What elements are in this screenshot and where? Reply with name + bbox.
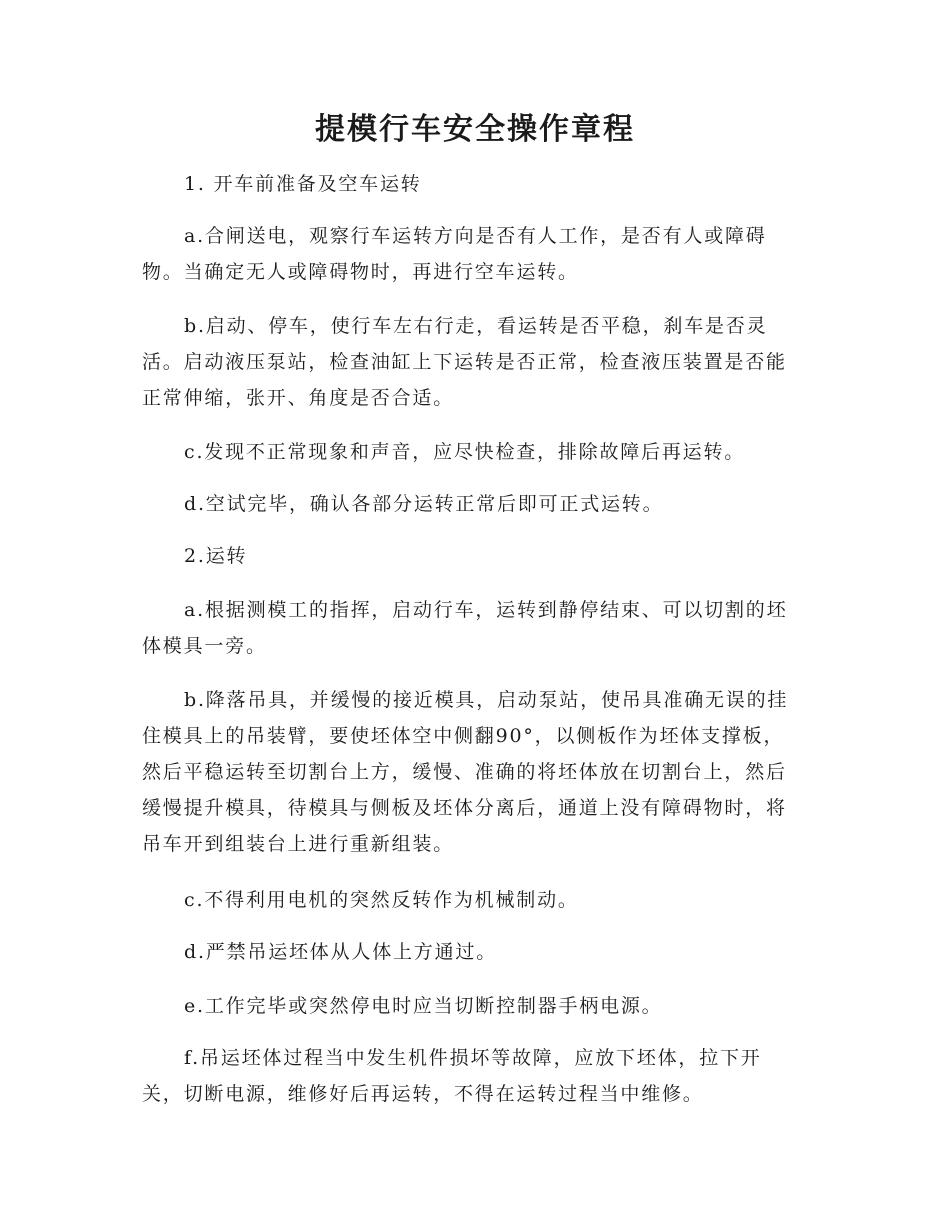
paragraph-2c: c.不得利用电机的突然反转作为机械制动。 (184, 889, 579, 911)
paragraph-1c: c.发现不正常现象和声音，应尽快检查，排除故障后再运转。 (184, 441, 746, 463)
paragraph-1d: d.空试完毕，确认各部分运转正常后即可正式运转。 (184, 493, 664, 515)
paragraph-section-1-heading: 1. 开车前准备及空车运转 (184, 173, 422, 195)
paragraph-1b: b.启动、停车，使行车左右行走，看运转是否平稳，刹车是否灵活。启动液压泵站，检查油缸上下运转是否正常，检查液压装置是否能正常伸缩，张开、角度是否合适。 (142, 315, 787, 409)
paragraph-2a: a.根据测模工的指挥，启动行车，运转到静停结束、可以切割的坯体模具一旁。 (142, 599, 788, 657)
paragraph-2b: b.降落吊具，并缓慢的接近模具，启动泵站，使吊具准确无误的挂住模具上的吊装臂，要使坯体空中侧翻90°，以侧板作为坯体支撑板，然后平稳运转至切割台上方，缓慢、准确的将坯体放在切割台上，然后缓慢提升模具，待模具与侧板及坯体分离后，通道上没有障碍物时，将吊车开到组装台上进行重新组装。 (142, 689, 789, 855)
paragraph-1a: a.合闸送电，观察行车运转方向是否有人工作，是否有人或障碍物。当确定无人或障碍物时，再进行空车运转。 (142, 225, 767, 283)
paragraph-2f: f.吊运坯体过程当中发生机件损坏等故障，应放下坯体，拉下开关，切断电源，维修好后再运转，不得在运转过程当中维修。 (142, 1047, 762, 1105)
paragraph-section-2-heading: 2.运转 (184, 545, 248, 567)
document-title: 提模行车安全操作章程 (315, 112, 635, 147)
paragraph-2e: e.工作完毕或突然停电时应当切断控制器手柄电源。 (184, 995, 663, 1017)
paragraph-2d: d.严禁吊运坯体从人体上方通过。 (184, 941, 498, 963)
